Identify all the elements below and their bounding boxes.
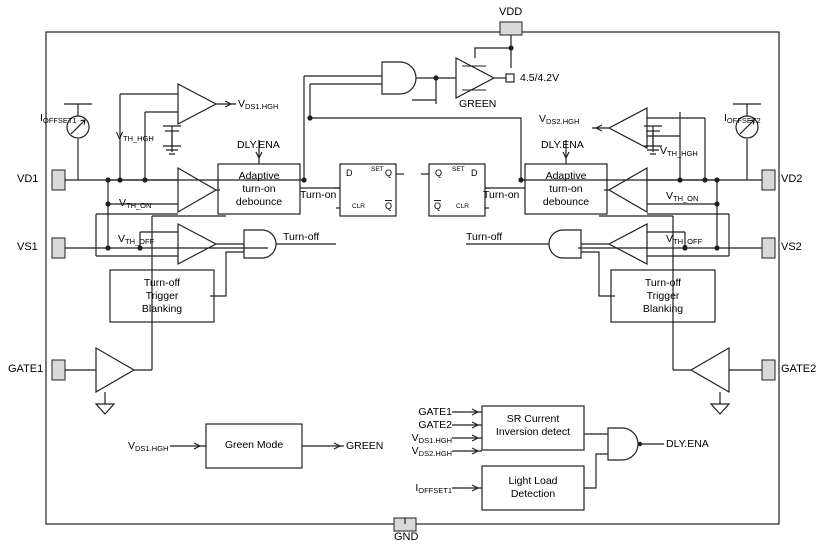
- pin-pad-vd1: [52, 170, 65, 190]
- label-ioffset2: IOFFSET2: [724, 112, 761, 125]
- box-label-blanking-1: [110, 277, 214, 316]
- box-label-adaptive-2: [525, 170, 607, 209]
- pin-pad-gate2: [762, 360, 775, 380]
- comparator-vth-on-1: [178, 168, 216, 212]
- ref-node-4v5: [506, 74, 514, 82]
- pin-label-vd2: VD2: [781, 173, 803, 185]
- blanking2-line3: Blanking: [642, 303, 684, 316]
- sr-line2: Inversion detect: [495, 426, 571, 439]
- label-vth-hgh-2: VTH_HGH: [660, 145, 698, 158]
- box-label-sr-current: [482, 413, 584, 439]
- label-vds2-hgh-comparator-out: VDS2.HGH: [539, 113, 580, 126]
- box-label-blanking-2: [611, 277, 715, 316]
- ff2-pin-set: SET: [452, 166, 465, 173]
- blanking1-line3: Blanking: [141, 303, 183, 316]
- pin-label-vs2: VS2: [781, 241, 802, 253]
- label-vds1-hgh-green-in: VDS1.HGH: [128, 440, 169, 453]
- comparator-vth-off-1: [178, 224, 216, 264]
- label-dly-ena-out: DLY.ENA: [666, 438, 709, 450]
- and-gate-green: [382, 62, 416, 94]
- label-sr-in-gate2: GATE2: [418, 419, 452, 431]
- comparator-vdd-threshold: [456, 58, 494, 98]
- label-green-reference: 4.5/4.2V: [520, 72, 560, 84]
- pin-pad-vs1: [52, 238, 65, 258]
- wire-blanking1-to-and: [226, 252, 244, 270]
- label-vth-on-2: VTH_ON: [666, 190, 699, 203]
- pin-label-vs1: VS1: [17, 241, 38, 253]
- pin-label-vd1: VD1: [17, 173, 39, 185]
- blanking1-line1: Turn-off: [143, 277, 181, 289]
- label-turn-on-1: Turn-on: [300, 189, 337, 201]
- ff1-pin-set: SET: [371, 166, 384, 173]
- label-green-mode-out: GREEN: [346, 440, 384, 452]
- gate1-gnd-tri: [96, 404, 114, 414]
- label-vds1-hgh-comparator-out: VDS1.HGH: [238, 98, 279, 111]
- and-gate-turn-off-2: [549, 230, 581, 258]
- label-ioffset1-text: I: [40, 112, 43, 124]
- label-vth-hgh-1: VTH_HGH: [116, 130, 154, 143]
- blanking2-line1: Turn-off: [644, 277, 682, 289]
- wire-blanking2-to-and: [581, 252, 599, 270]
- label-turn-off-2: Turn-off: [466, 231, 503, 243]
- blanking2-line2: Trigger: [646, 290, 680, 303]
- ll-line1: Light Load: [508, 475, 558, 487]
- label-ioffset1: IOFFSET1: [40, 112, 77, 125]
- label-dly-ena-1: DLY.ENA: [237, 139, 280, 151]
- gate1-driver: [96, 348, 134, 392]
- label-vth-off-2: VTH_OFF: [666, 233, 703, 246]
- and-gate-dly-ena: [608, 428, 638, 460]
- and-gate-turn-off-1: [244, 230, 276, 258]
- box-label-green-mode: Green Mode: [224, 439, 284, 451]
- pin-pad-vs2: [762, 238, 775, 258]
- blanking1-line2: Trigger: [145, 290, 179, 303]
- gate2-driver: [691, 348, 729, 392]
- gate2-gnd-tri: [711, 404, 729, 414]
- comparator-vds1-hgh: [178, 84, 216, 124]
- comparator-vds2-hgh: [609, 108, 647, 148]
- adaptive2-line1: Adaptive: [545, 170, 587, 182]
- pin-label-vdd: VDD: [499, 6, 523, 18]
- comparator-vth-off-2: [609, 224, 647, 264]
- ff1-pin-d: D: [346, 168, 353, 178]
- sr-line1: SR Current: [506, 413, 560, 425]
- pin-label-gate2: GATE2: [781, 363, 817, 375]
- wire-right-top-across: [310, 118, 521, 180]
- label-dly-ena-2: DLY.ENA: [541, 139, 584, 151]
- label-sr-in-gate1: GATE1: [418, 406, 452, 418]
- label-vth-off-1: VTH_OFF: [118, 233, 155, 246]
- wire-ll-to-and: [584, 454, 608, 488]
- adaptive2-line3: debounce: [542, 196, 590, 209]
- label-turn-on-2: Turn-on: [483, 189, 520, 201]
- label-ll-in-ioffset1: IOFFSET1: [415, 482, 452, 495]
- ff1-pin-clr: CLR: [352, 203, 366, 210]
- comparator-vth-on-2: [609, 168, 647, 212]
- label-sr-in-vds2: VDS2.HGH: [411, 445, 452, 458]
- ff2-pin-qn: Q: [434, 201, 442, 211]
- label-green-top: GREEN: [459, 98, 497, 110]
- adaptive1-line1: Adaptive: [238, 170, 280, 182]
- label-sr-in-vds1: VDS1.HGH: [411, 432, 452, 445]
- ff1-pin-qn: Q: [385, 201, 393, 211]
- box-label-light-load: [482, 475, 584, 501]
- ll-line2: Detection: [510, 488, 556, 501]
- adaptive1-line2: turn-on: [242, 183, 276, 196]
- label-vth-on-1: VTH_ON: [119, 197, 152, 210]
- ff1-pin-q: Q: [385, 168, 393, 178]
- label-turn-off-1: Turn-off: [283, 231, 320, 243]
- pin-pad-vd2: [762, 170, 775, 190]
- pin-pad-gate1: [52, 360, 65, 380]
- adaptive2-line2: turn-on: [549, 183, 583, 196]
- pin-pad-vdd: [500, 22, 522, 35]
- ff2-pin-d: D: [471, 168, 478, 178]
- pin-label-gate1: GATE1: [8, 363, 44, 375]
- cmp-vdd-internal-lines: [462, 66, 486, 90]
- ff2-pin-q: Q: [435, 168, 443, 178]
- pin-label-gnd: GND: [394, 531, 419, 543]
- ff2-pin-clr: CLR: [456, 203, 470, 210]
- wire-vdd-to-cmp: [475, 48, 511, 58]
- adaptive1-line3: debounce: [235, 196, 283, 209]
- box-label-adaptive-1: [218, 170, 300, 209]
